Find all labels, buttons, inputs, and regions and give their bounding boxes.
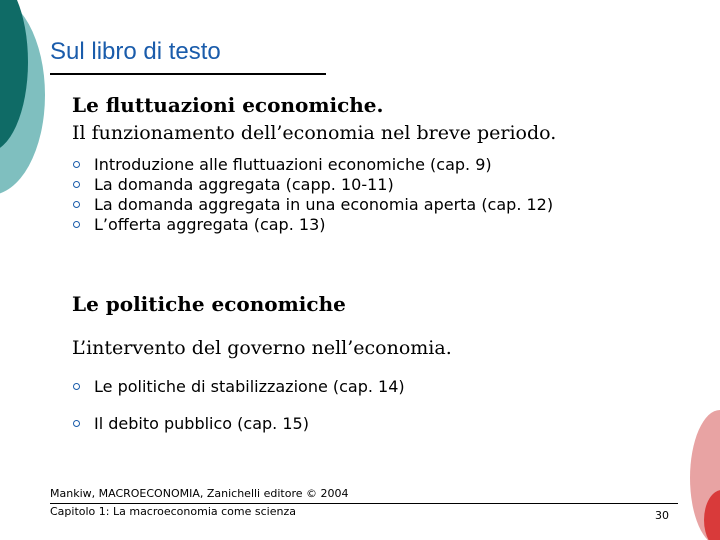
bullet-icon — [73, 181, 80, 188]
list-item: La domanda aggregata in una economia aperta (cap. 12) — [72, 195, 637, 215]
list-item: Introduzione alle fluttuazioni economiche (cap. 9) — [72, 155, 637, 175]
section2-list — [72, 377, 637, 434]
section2-subtitle: L’intervento del governo nell’economia. — [72, 337, 452, 359]
section1-list — [72, 155, 637, 235]
bullet-icon — [73, 420, 80, 427]
bullet-icon — [73, 383, 80, 390]
section1-heading: Le fluttuazioni economiche. — [72, 93, 384, 117]
footer-divider — [50, 503, 678, 504]
slide-title: Sul libro di testo — [50, 38, 221, 65]
list-item: L’offerta aggregata (cap. 13) — [72, 215, 637, 235]
footer-chapter: Capitolo 1: La macroeconomia come scienza — [50, 505, 296, 518]
list-item: Le politiche di stabilizzazione (cap. 14) — [72, 377, 637, 397]
page-number: 30 — [655, 509, 669, 522]
list-item: La domanda aggregata (capp. 10-11) — [72, 175, 637, 195]
title-underline — [50, 73, 326, 75]
section1-subtitle: Il funzionamento dell’economia nel breve periodo. — [72, 122, 557, 144]
section2-heading: Le politiche economiche — [72, 292, 346, 316]
bullet-icon — [73, 201, 80, 208]
bullet-icon — [73, 161, 80, 168]
list-item: Il debito pubblico (cap. 15) — [72, 414, 637, 434]
bullet-icon — [73, 221, 80, 228]
footer-source: Mankiw, MACROECONOMIA, Zanichelli editore © 2004 — [50, 487, 349, 500]
